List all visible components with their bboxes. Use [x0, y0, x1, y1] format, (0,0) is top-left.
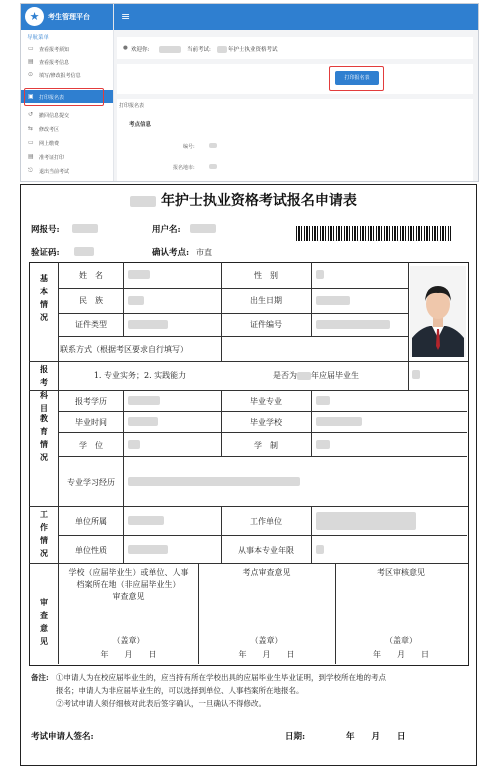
current-exam-label: 当前考试: [187, 47, 211, 53]
form-username-redacted [190, 224, 216, 233]
review-col3-title: 考区审核意见 [377, 568, 425, 577]
subjects-value: 1. 专业实务；2. 实践能力 [93, 371, 187, 380]
section-edu: 教 育 情 况 [40, 413, 48, 462]
welcome-bar [117, 37, 473, 59]
sign-date-label: 日期: [285, 732, 306, 742]
exam-year-redacted [217, 46, 227, 53]
seal-2: （盖章） [250, 636, 283, 645]
sidebar-item-payment[interactable]: ▭ 网上缴费 [28, 139, 60, 147]
barcode [296, 226, 451, 241]
panel-title: 打印报名表 [119, 103, 145, 109]
confirm-point-value: 市直 [196, 248, 212, 257]
print-panel [117, 99, 473, 181]
sidebar-item-withdraw[interactable]: ↺ 撤回信息提交 [28, 111, 70, 119]
label-employer: 单位所属 [75, 517, 107, 526]
username-label: 用户名: [152, 225, 181, 235]
current-exam-name: 年护士执业资格考试 [228, 47, 278, 53]
verify-code-label: 验证码: [31, 248, 60, 258]
value-edu-level-redacted [128, 396, 160, 405]
net-no-redacted [72, 224, 98, 233]
print-form-button[interactable]: 打印报名表 [335, 71, 379, 85]
switch-icon: ⇆ [28, 125, 34, 132]
title-year-redacted [130, 196, 156, 207]
check-icon: ⊙ [28, 71, 34, 78]
app-title: 考生管理平台 [48, 13, 90, 21]
ticket-icon: ▤ [28, 153, 34, 160]
label-school: 毕业学校 [250, 418, 282, 427]
label-degree: 学 位 [79, 441, 103, 450]
sidebar-item-print-form[interactable]: ▣ 打印报名表 [21, 90, 113, 103]
button-highlight-box [329, 66, 384, 91]
value-work-unit-redacted [316, 512, 416, 530]
top-bar [114, 4, 478, 30]
value-id-no-redacted [316, 320, 390, 329]
review-col2-title: 考点审查意见 [242, 568, 291, 577]
file-icon: ▤ [28, 58, 34, 65]
value-employer-redacted [128, 516, 164, 525]
sidebar-item-exit[interactable]: ⎋ 退出当前考试 [28, 167, 70, 175]
value-degree-redacted [128, 440, 140, 449]
welcome-label: 欢迎你: [131, 47, 150, 53]
sidebar-item-admit-card[interactable]: ▤ 准考证打印 [28, 153, 65, 161]
print-icon: ▣ [28, 93, 34, 100]
review-col1-line2: 档案所在地（非应届毕业生） [76, 580, 181, 589]
label-grad-time: 毕业时间 [75, 418, 107, 427]
value-ethnicity-redacted [128, 296, 144, 305]
user-icon: ● [123, 45, 128, 51]
label-birth: 出生日期 [250, 296, 282, 305]
confirm-point-label: 确认考点: [152, 248, 190, 258]
value-is-graduate-redacted [412, 370, 420, 379]
exit-icon: ⎋ [28, 167, 33, 174]
doc-icon: ▭ [28, 45, 34, 52]
applicant-photo [410, 266, 466, 357]
value-gender-redacted [316, 270, 324, 279]
value-system-redacted [316, 440, 330, 449]
signature-label: 考试申请人签名: [31, 732, 94, 742]
venue-city-redacted [209, 164, 217, 169]
seal-3: （盖章） [385, 636, 417, 645]
card-icon: ▭ [28, 139, 34, 146]
brand-header [21, 4, 113, 30]
label-work-unit: 工作单位 [250, 517, 282, 526]
value-school-redacted [316, 417, 362, 426]
username-redacted [159, 46, 181, 53]
print-toolbar [117, 64, 473, 94]
star-logo-icon: ★ [25, 7, 44, 26]
section-work: 工 作 情 况 [40, 509, 48, 558]
label-id-type: 证件类型 [75, 320, 107, 329]
date-1: 年 月 日 [100, 650, 157, 659]
section-review: 审 查 意 见 [40, 597, 48, 646]
venue-no-redacted [209, 143, 217, 148]
sidebar-item-edit-info[interactable]: ⊙ 填写/修改报考信息 [28, 71, 81, 79]
grad-year-redacted [297, 372, 311, 380]
venue-field-no: 编号: [183, 144, 195, 150]
form-title [0, 190, 487, 210]
label-ethnicity: 民 族 [79, 296, 103, 305]
value-years-redacted [316, 545, 324, 554]
label-contact: 联系方式（根据考区要求自行填写） [60, 345, 188, 354]
sign-date-ymd: 年 月 日 [346, 732, 406, 742]
label-gender: 性 别 [254, 271, 278, 280]
sidebar-item-view-info[interactable]: ▤ 查看报考信息 [28, 58, 70, 66]
section-basic: 基 本 情 况 [40, 273, 48, 322]
label-edu-level: 报考学历 [75, 397, 107, 406]
venue-title: 考点信息 [129, 122, 152, 128]
label-name: 姓 名 [79, 271, 103, 280]
date-3: 年 月 日 [373, 650, 429, 659]
nav-highlight-box [24, 88, 104, 106]
notes-prefix: 备注: [31, 673, 49, 682]
value-unit-nature-redacted [128, 545, 168, 554]
label-is-graduate: 是否为 年应届毕业生 [273, 371, 359, 380]
value-birth-redacted [316, 296, 350, 305]
label-years: 从事本专业年限 [238, 546, 294, 555]
label-major: 毕业专业 [250, 397, 282, 406]
value-name-redacted [128, 270, 150, 279]
label-unit-nature: 单位性质 [75, 546, 107, 555]
review-col1-line3: 审查意见 [112, 592, 145, 601]
value-study-history-redacted [128, 477, 300, 486]
venue-field-city: 报名地市: [173, 165, 195, 171]
net-no-label: 网报号: [31, 225, 60, 235]
notes-line2: 报名；申请人为非应届毕业生的，可以选择到单位、人事档案所在地报名。 [56, 686, 304, 695]
label-study-history: 专业学习经历 [67, 478, 115, 487]
value-major-redacted [316, 396, 330, 405]
review-col1-line1: 学校（应届毕业生）或单位、人事 [68, 568, 189, 577]
seal-1: （盖章） [112, 636, 145, 645]
sidebar-item-change-area[interactable]: ⇆ 修改考区 [28, 125, 60, 133]
notes-line3: ②考试申请人须仔细核对此表后签字确认，一旦确认不得修改。 [56, 699, 266, 708]
value-id-type-redacted [128, 320, 168, 329]
label-system: 学 制 [254, 441, 278, 450]
date-2: 年 月 日 [238, 650, 295, 659]
sidebar [21, 4, 114, 181]
verify-code-redacted [74, 247, 94, 256]
menu-icon[interactable]: ≡ [121, 10, 131, 23]
form-title-text: 年护士执业资格考试报名申请表 [160, 193, 357, 209]
undo-icon: ↺ [28, 111, 34, 118]
sidebar-item-notice[interactable]: ▭ 查看报考须知 [28, 45, 70, 53]
value-grad-time-redacted [128, 417, 158, 426]
app-window [20, 3, 479, 182]
nav-title: 导航菜单 [27, 35, 50, 41]
label-id-no: 证件编号 [250, 320, 282, 329]
notes-line1: ①申请人为在校应届毕业生的，应当持有所在学校出具的应届毕业生毕业证明，到学校所在地的考点 [56, 673, 386, 682]
section-subject: 报 考 科 目 [40, 364, 48, 413]
